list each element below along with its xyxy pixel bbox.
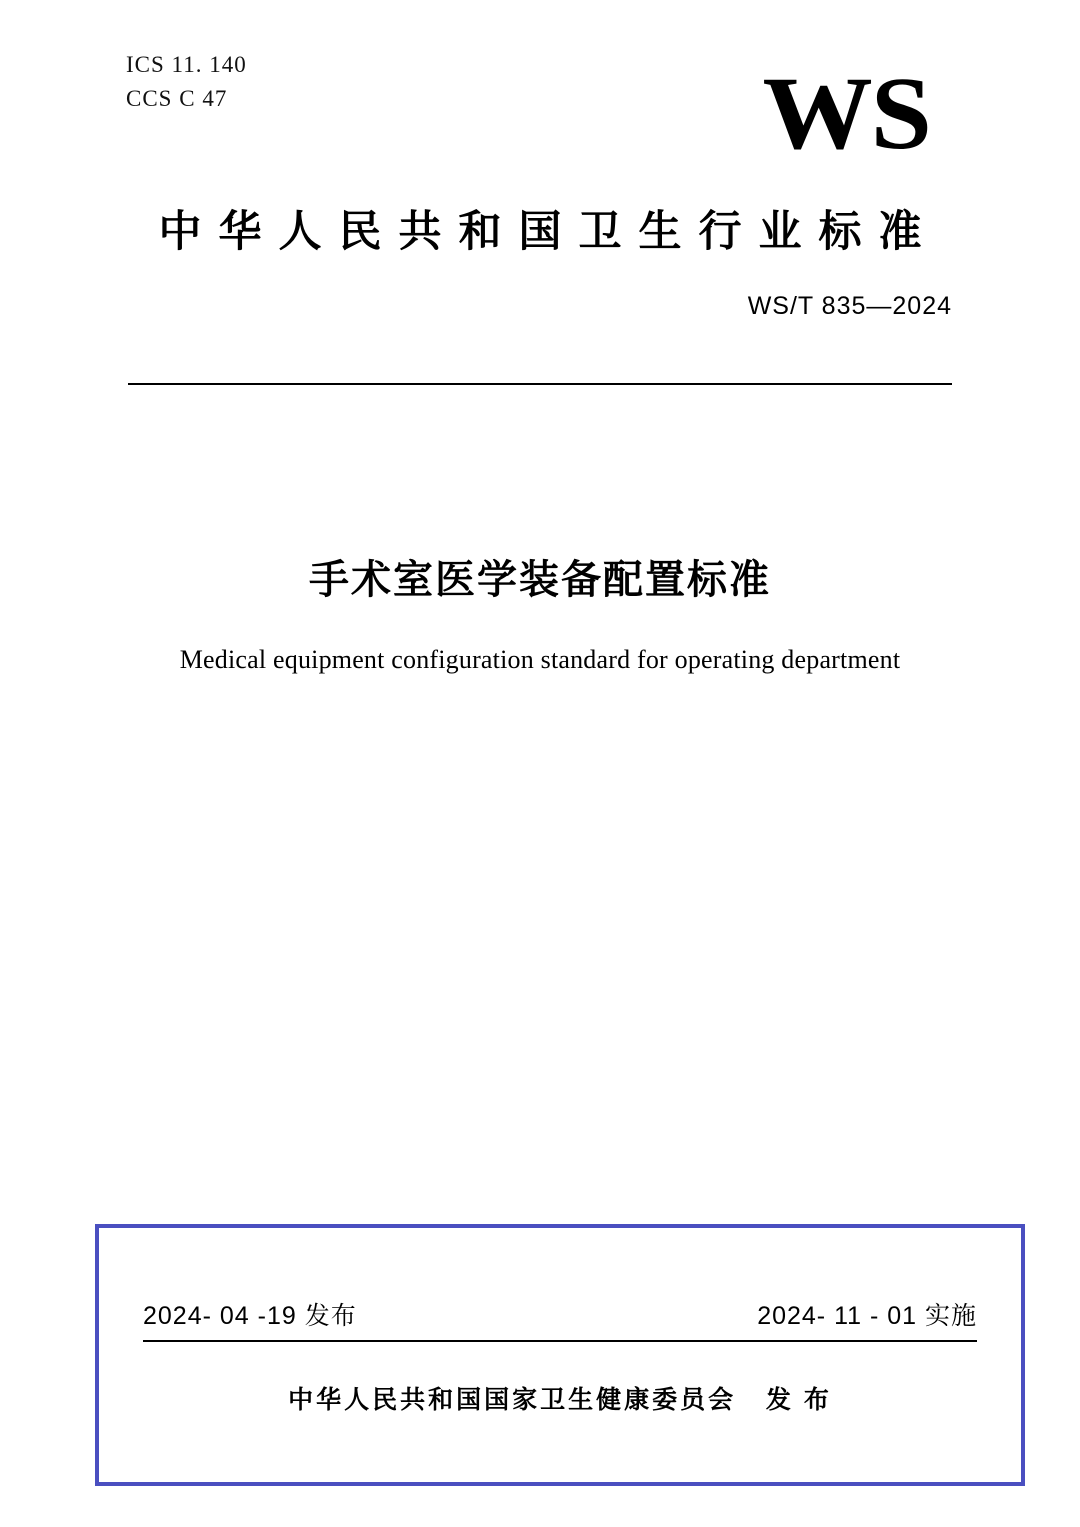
issue-date: 2024- 04 -19 发布 xyxy=(143,1302,357,1330)
horizontal-divider xyxy=(128,383,952,385)
dates-underline xyxy=(143,1340,977,1342)
ws-logo: WS xyxy=(762,56,930,171)
footer-box xyxy=(95,1224,1025,1486)
effective-date: 2024- 11 - 01 实施 xyxy=(757,1302,977,1330)
standard-number: WS/T 835—2024 xyxy=(747,292,952,320)
issuing-authority: 中华人民共和国国家卫生健康委员会 发 布 xyxy=(288,1386,832,1414)
page-title: 中华人民共和国卫生行业标准 xyxy=(158,208,939,256)
document-title-chinese: 手术室医学装备配置标准 xyxy=(309,558,771,602)
classification-codes xyxy=(126,48,247,116)
document-title-english: Medical equipment configuration standard for operating department xyxy=(179,645,901,674)
ics-code: ICS 11. 140 xyxy=(126,52,247,77)
dates-row xyxy=(143,1288,977,1332)
ccs-code: CCS C 47 xyxy=(126,86,228,111)
